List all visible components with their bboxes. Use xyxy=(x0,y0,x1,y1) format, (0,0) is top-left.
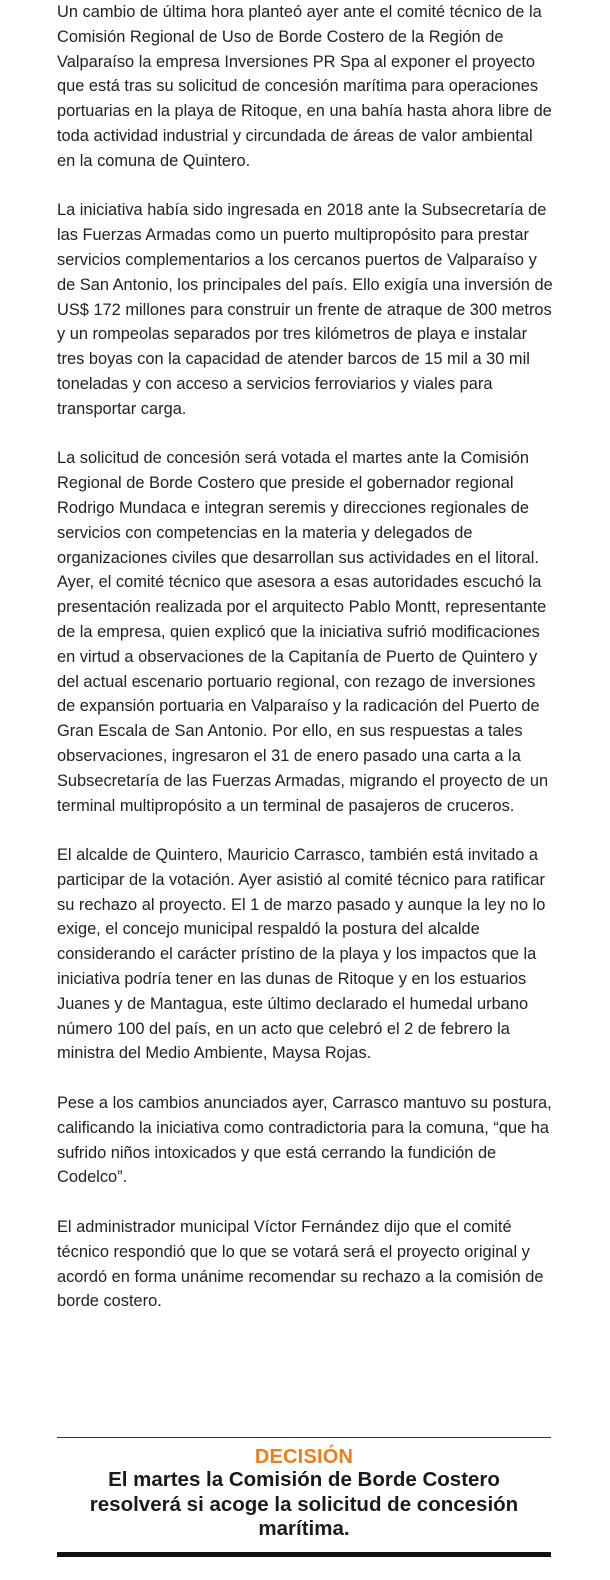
callout-text: El martes la Comisión de Borde Costero resolverá si acoge la solicitud de concesión marítima. xyxy=(89,1468,519,1540)
article-paragraph: La solicitud de concesión será votada el martes ante la Comisión Regional de Borde Costero que preside el gobernador regional Rodrigo Mundaca e integran seremis y direcciones regionales de servicios con competencias en la materia y delegados de organizaciones civiles que desarrollan sus actividades en el litoral. Ayer, el comité técnico que asesora a esas autoridades escuchó la presentación realizada por el arquitecto Pablo Montt, representante de la empresa, quien explicó que la iniciativa sufrió modificaciones en virtud a observaciones de la Capitanía de Puerto de Quintero y del actual escenario portuario regional, con rezago de inversiones de expansión portuaria en Valparaíso y la radicación del Puerto de Gran Escala de San Antonio. Por ello, en sus respuestas a tales observaciones, ingresaron el 31 de enero pasado una carta a la Subsecretaría de las Fuerzas Armadas, migrando el proyecto de un terminal multipropósito a un terminal de pasajeros de cruceros. xyxy=(57,449,549,815)
article-body xyxy=(57,0,553,1339)
callout-label: DECISIÓN xyxy=(254,1446,354,1468)
decision-callout xyxy=(57,1437,551,1557)
article-paragraph: El administrador municipal Víctor Fernández dijo que el comité técnico respondió que lo que se votará será el proyecto original y acordó en forma unánime recomendar su rechazo a la comisión de borde costero. xyxy=(57,1218,544,1311)
article-paragraph: El alcalde de Quintero, Mauricio Carrasco, también está invitado a participar de la votación. Ayer asistió al comité técnico para ratificar su rechazo al proyecto. El 1 de marzo pasado y aunque la ley no lo exige, el concejo municipal respaldó la postura del alcalde considerando el carácter prístino de la playa y los impactos que la iniciativa podría tener en las dunas de Ritoque y en los estuarios Juanes y de Mantagua, este último declarado el humedal urbano número 100 del país, en un acto que celebró el 2 de febrero la ministra del Medio Ambiente, Maysa Rojas. xyxy=(57,846,546,1063)
article-paragraph: Un cambio de última hora planteó ayer ante el comité técnico de la Comisión Regional de Uso de Borde Costero de la Región de Valparaíso la empresa Inversiones PR Spa al exponer el proyecto que está tras su solicitud de concesión marítima para operaciones portuarias en la playa de Ritoque, en una bahía hasta ahora libre de toda actividad industrial y circundada de áreas de valor ambiental en la comuna de Quintero. xyxy=(57,3,552,170)
article-paragraph: Pese a los cambios anunciados ayer, Carrasco mantuvo su postura, calificando la iniciativa como contradictoria para la comuna, “que ha sufrido niños intoxicados y que está cerrando la fundición de Codelco”. xyxy=(57,1094,552,1187)
article-paragraph: La iniciativa había sido ingresada en 2018 ante la Subsecretaría de las Fuerzas Armadas como un puerto multipropósito para prestar servicios complementarios a los cercanos puertos de Valparaíso y de San Antonio, los principales del país. Ello exigía una inversión de US$ 172 millones para construir un frente de atraque de 300 metros y un rompeolas separados por tres kilómetros de playa e instalar tres boyas con la capacidad de atender barcos de 15 mil a 30 mil toneladas y con acceso a servicios ferroviarios y viales para transportar carga. xyxy=(57,201,553,418)
